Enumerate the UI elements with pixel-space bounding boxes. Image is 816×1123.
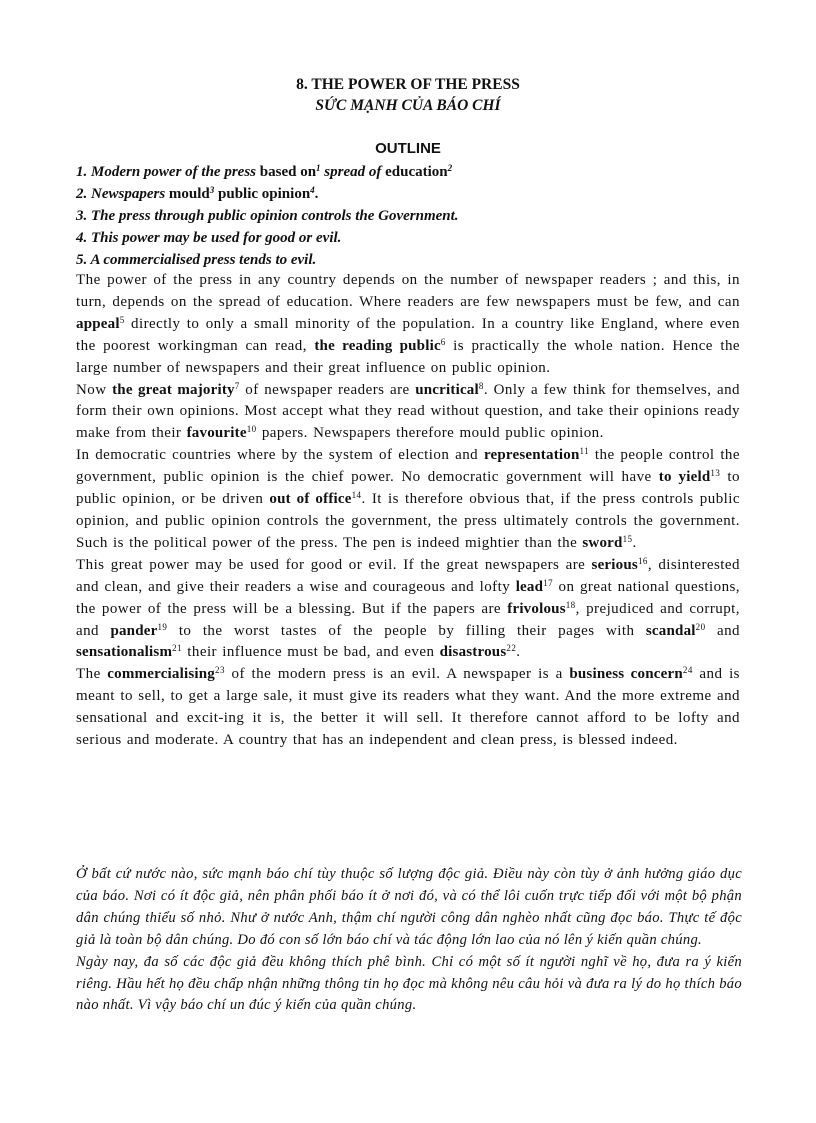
translation-paragraph-1: Ở bất cứ nước nào, sức mạnh báo chí tùy thuộc số lượng độc giả. Điều này còn tùy ở ảnh hưởng giáo dục của báo. Nơi có ít độc giả, nên phân phối báo ít ở nơi đó, và có thể lôi cuốn trực tiếp đối với một bộ phận dân chúng thiểu số nhỏ. Như ở nước Anh, thậm chí người công dân nghèo nhất cũng đọc báo. Thực tế độc giả là toàn bộ dân chúng. Do đó con số lớn báo chí và tác động lớn lao của nó lên ý kiến quần chúng. — [76, 866, 742, 948]
vietnamese-translation — [76, 864, 742, 1017]
paragraph-4: This great power may be used for good or evil. If the great newspapers are serious$^{16}$, disinterested and clean, and give their readers a wise and courageous and lofty lead$^{17}$ on great national questions, the power of the press will be a blessing. But if the papers are frivolous$^{18}$, prejudiced and corrupt, and pander$^{19}$ to the worst tastes of the people by filling their pages with scandal$^{20}$ and sensationalism$^{21}$ their influence must be bad, and even disastrous$^{22}$. — [76, 555, 741, 661]
paragraph-5: The commercialising$^{23}$ of the modern press is an evil. A newspaper is a business concern$^{24}$ and is meant to sell, to get a large sale, it must give its readers what they want. And the more extreme and sensational and excit-ing it is, the better it will sell. It therefore cannot afford to be lofty and serious and moderate. A country that has an independent and clean press, is blessed indeed. — [76, 665, 740, 749]
outline-list — [76, 161, 746, 271]
essay-body — [76, 270, 740, 752]
outline-heading: OUTLINE — [375, 140, 441, 157]
translation-paragraph-2: Ngày nay, đa số các độc giả đều không thích phê bình. Chỉ có một số ít người nghĩ về họ, đưa ra ý kiến riêng. Hầu hết họ đều chấp nhận những thông tin họ đọc mà không nêu câu hỏi và đưa ra lý do họ thích báo nào nhất. Vì vậy báo chí un đúc ý kiến của quần chúng. — [76, 953, 742, 1014]
outline-item: 5. A commercialised press tends to evil. — [76, 252, 317, 268]
outline-item: 3. The press through public opinion controls the Government. — [76, 208, 459, 224]
page-subtitle: SỨC MẠNH CỦA BÁO CHÍ — [315, 97, 501, 114]
paragraph-1: The power of the press in any country depends on the number of newspaper readers ; and this, in turn, depends on the spread of education. Where readers are few newspapers must be few, and can appeal$^5$ directly to only a small minority of the population. In a country like England, where even the poorest workingman can read, the reading public$^6$ is practically the whole nation. Hence the large number of newspapers and their great influence on public opinion. — [76, 272, 740, 376]
outline-item: 2. Newspapers mould$^3$ public opinion$^4$. — [76, 185, 319, 202]
outline-item: 4. This power may be used for good or evil. — [76, 230, 342, 246]
paragraph-3: In democratic countries where by the system of election and representation$^{11}$ the people control the government, public opinion is the chief power. No democratic government will have to yield$^{13}$ to public opinion, or be driven out of office$^{14}$. It is therefore obvious that, if the press controls public opinion, and public opinion controls the government, the press ultimately controls the government. Such is the political power of the press. The pen is indeed mightier than the sword$^{15}$. — [76, 446, 740, 551]
outline-item: 1. Modern power of the press based $on^1$ spread of education$^2$ — [76, 163, 453, 180]
page-title: 8. THE POWER OF THE PRESS — [296, 76, 520, 93]
paragraph-2: Now the great majority$^7$ of newspaper readers are uncritical$^8$. Only a few think for themselves, and form their own opinions. Most accept what they read without question, and take their opinions ready make from their favourite$^{10}$ papers. Newspapers therefore mould public opinion. — [76, 380, 740, 442]
